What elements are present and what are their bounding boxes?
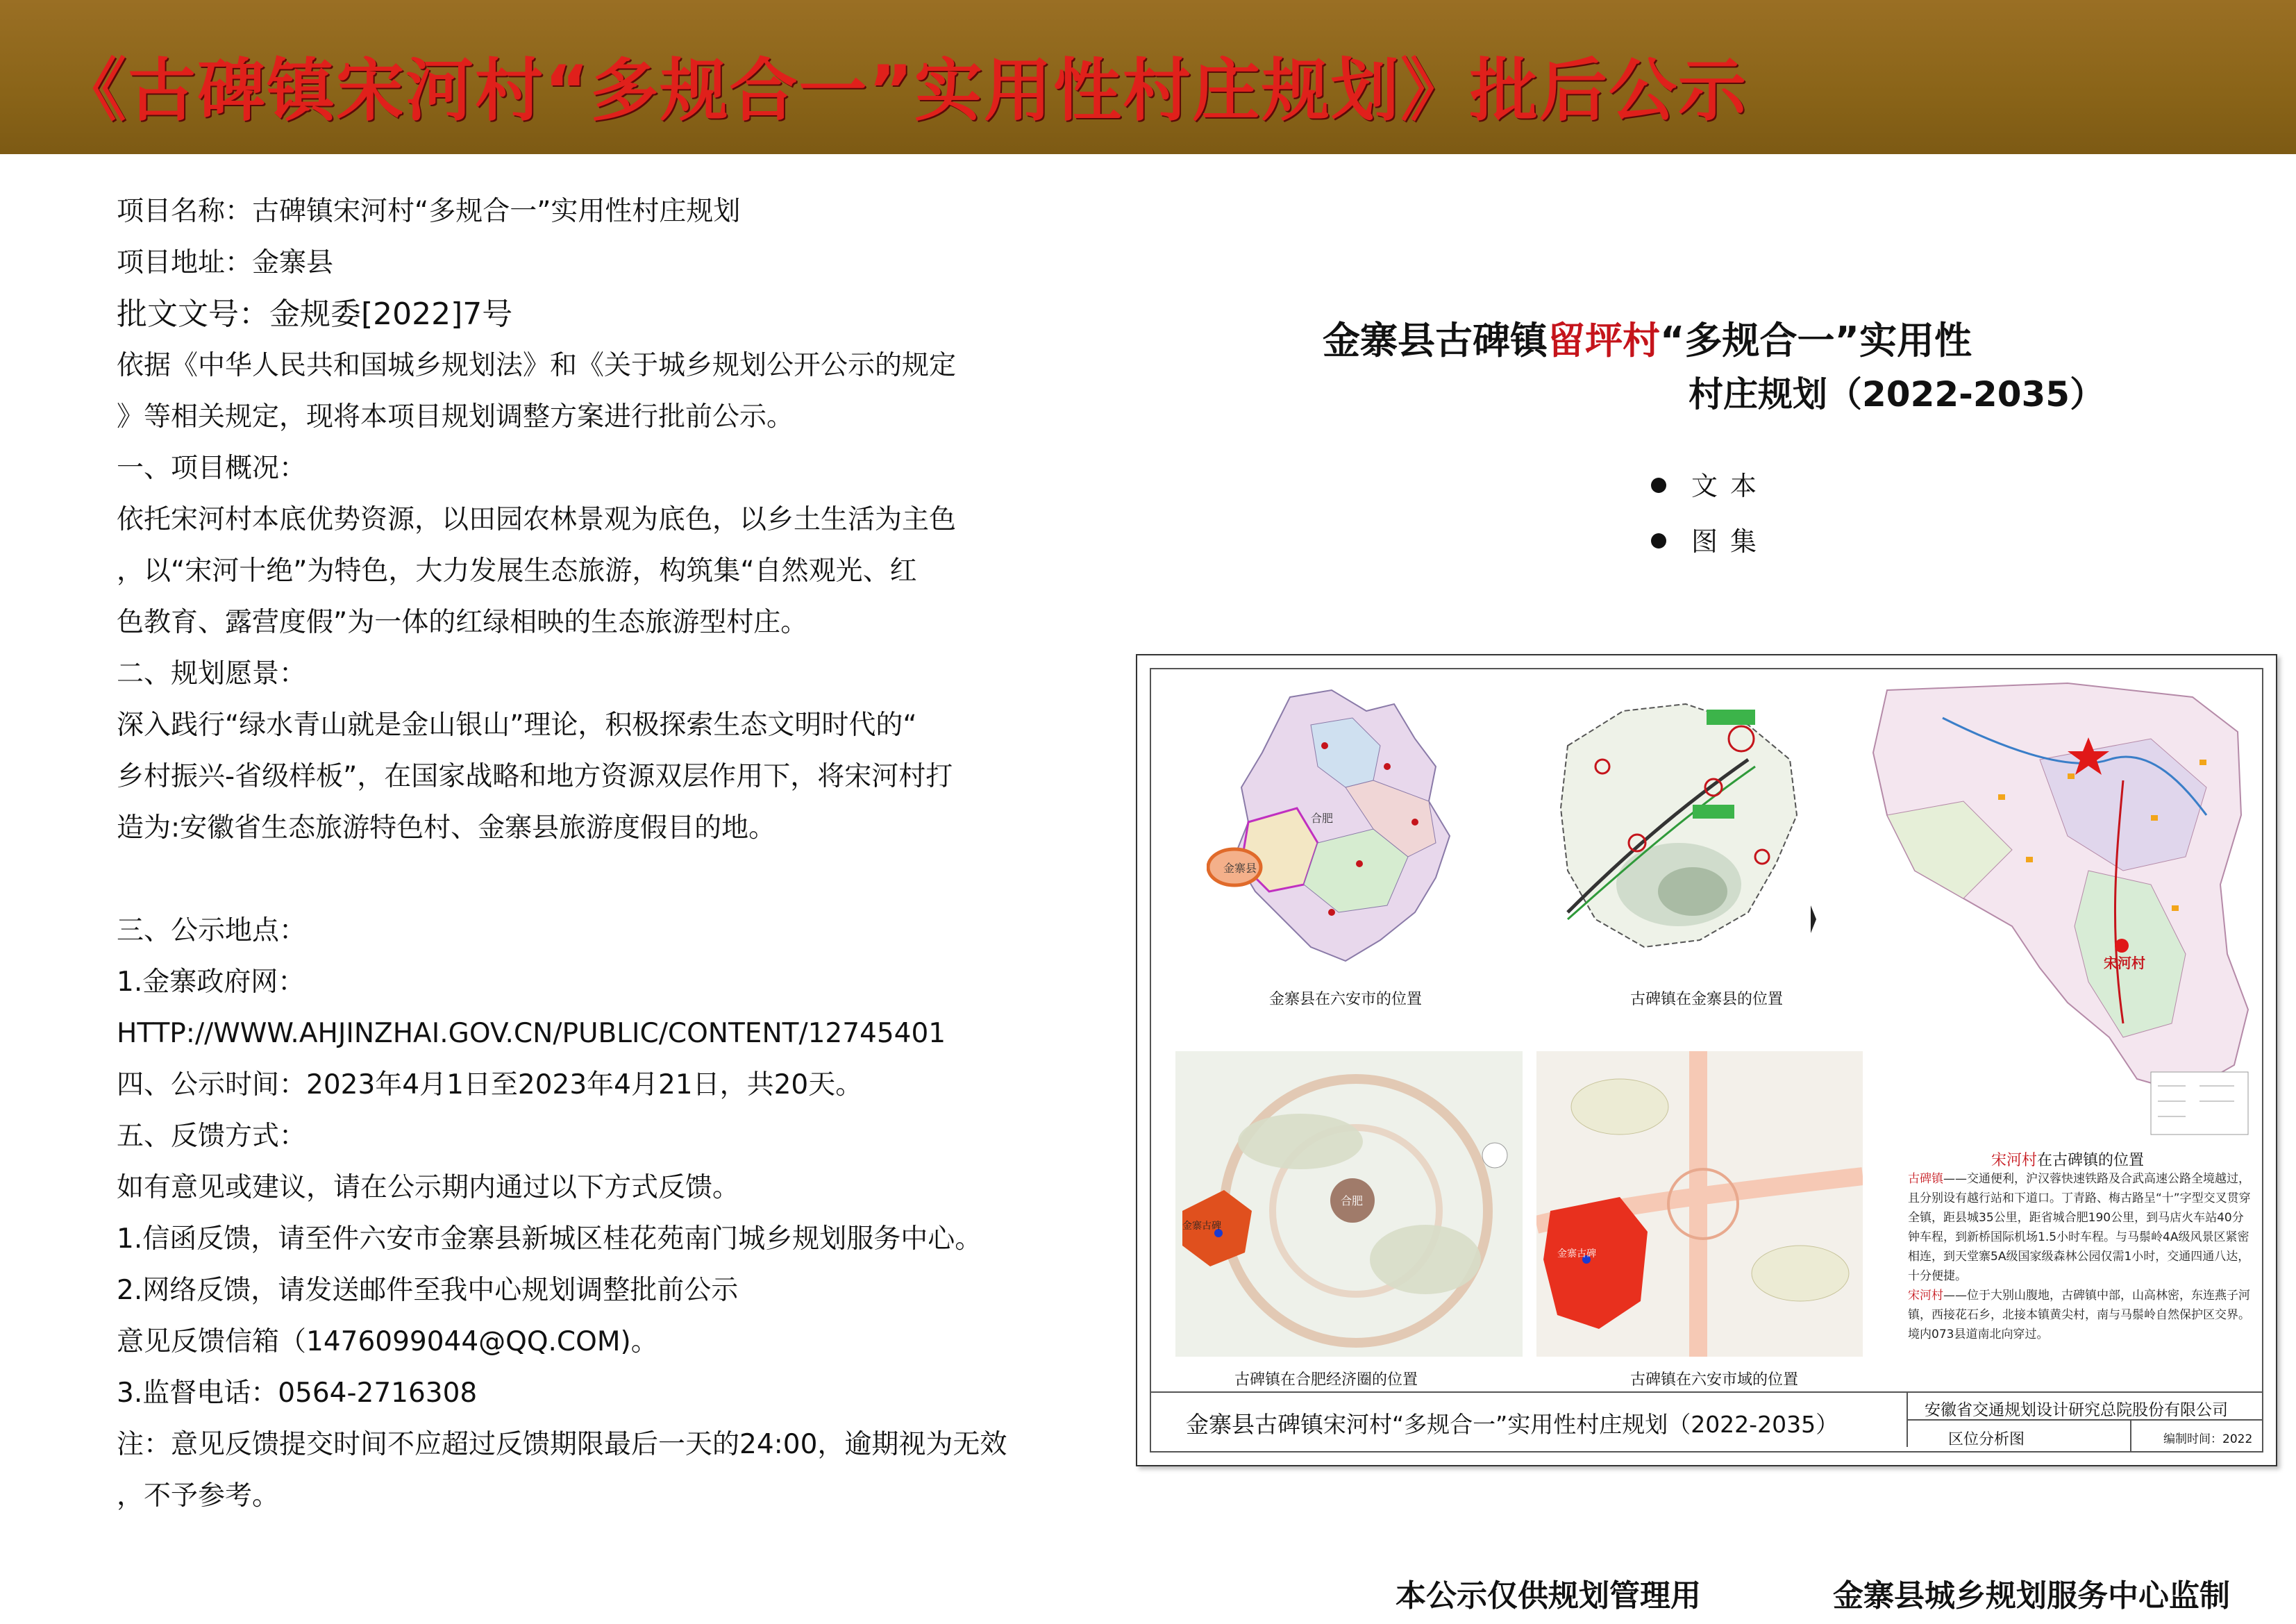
project-name: 项目名称：古碑镇宋河村“多规合一”实用性村庄规划 [117,196,741,227]
section-3-item-1: 1.金寨政府网： [117,966,305,998]
sheet-name: 区位分析图 [1948,1431,2025,1448]
document-title-village: 留坪村 [1548,319,1660,362]
section-4-period: 四、公示时间：2023年4月1日至2023年4月21日，共20天。 [117,1069,863,1100]
approval-number: 批文文号：金规委[2022]7号 [117,296,513,332]
feedback-email[interactable]: 意见反馈信箱（1476099044@QQ.COM)。 [117,1326,658,1357]
sheet-title: 金寨县古碑镇宋河村“多规合一”实用性村庄规划（2022-2035） [1186,1411,1839,1438]
note-line-2: ，不予参考。 [117,1480,280,1512]
section-1-line-2: ，以“宋河十绝”为特色，大力发展生态旅游，构筑集“自然观光、红 [117,555,917,587]
basis-line-2: 》等相关规定，现将本项目规划调整方案进行批前公示。 [117,401,794,433]
sheet-divider [2130,1421,2131,1453]
supervision-phone: 3.监督电话：0564-2716308 [117,1378,478,1409]
section-1-line-3: 色教育、露营度假”为一体的红绿相映的生态旅游型村庄。 [117,607,808,638]
usage-note: 本公示仅供规划管理用 [1396,1578,1701,1614]
map-gubei-town [1859,676,2259,1148]
location-analysis-sheet [1136,654,2277,1466]
map-label-hefei: 合肥 [1311,812,1334,825]
sheet-organization-cell [1907,1391,2262,1421]
map-lu-an-city [1207,683,1457,975]
sheet-organization: 安徽省交通规划设计研究总院股份有限公司 [1925,1401,2228,1419]
map-label-jinzhai: 金寨县 [1223,862,1257,875]
map-lu-an-area [1536,1051,1863,1357]
sheet-date: 编制时间：2022 [2163,1432,2253,1446]
header-banner [0,0,2296,154]
section-3-heading: 三、公示地点： [117,915,307,946]
map-label-jinzhai-gubei: 金寨古碑 [1557,1248,1596,1259]
announcement-text [117,186,1109,1522]
section-5-heading: 五、反馈方式： [117,1121,307,1152]
section-5-intro: 如有意见或建议，请在公示期内通过以下方式反馈。 [117,1172,740,1203]
document-title: 金寨县古碑镇留坪村“多规合一”实用性 [1323,319,1972,362]
map-hefei-economic-circle [1175,1051,1523,1357]
caption-map-1: 金寨县在六安市的位置 [1269,991,1423,1008]
contents-item-text: 文本 [1651,458,1769,514]
section-5-item-1: 1.信函反馈，请至件六安市金寨县新城区桂花苑南门城乡规划服务中心。 [117,1223,982,1255]
caption-map-2: 古碑镇在金寨县的位置 [1630,991,1784,1008]
map-label-hefei-circle: 合肥 [1341,1194,1364,1207]
caption-map-5: 古碑镇在六安市域的位置 [1630,1371,1799,1389]
section-2-heading: 二、规划愿景： [117,658,307,689]
section-5-item-2a: 2.网络反馈，请发送邮件至我中心规划调整批前公示 [117,1275,739,1306]
sheet-frame [1150,668,2263,1453]
basis-line-1: 依据《中华人民共和国城乡规划法》和《关于城乡规划公开公示的规定 [117,350,957,381]
contents-item-atlas: 图集 [1651,514,1769,569]
map-label-gubei: 金寨古碑 [1182,1221,1221,1232]
section-1-heading: 一、项目概况： [117,453,307,484]
supervisor-note: 金寨县城乡规划服务中心监制 [1833,1578,2230,1614]
website-link[interactable]: HTTP://WWW.AHJINZHAI.GOV.CN/PUBLIC/CONTENT/12745401 [117,1018,946,1049]
note-line-1: 注：意见反馈提交时间不应超过反馈期限最后一天的24:00，逾期视为无效 [117,1429,1007,1460]
map-jinzhai-county [1540,683,1832,975]
sheet-title-block [1151,1391,1908,1447]
section-1-line-1: 依托宋河村本底优势资源，以田园农林景观为底色，以乡土生活为主色 [117,504,957,535]
document-contents [1651,458,1769,569]
map-label-songhe: 宋河村 [2104,955,2145,971]
bullet-icon [1651,478,1666,493]
bullet-icon [1651,533,1666,549]
section-2-line-1: 深入践行“绿水青山就是金山银山”理论，积极探索生态文明时代的“ [117,710,917,741]
caption-map-3: 宋河村在古碑镇的位置 [1991,1152,2145,1169]
caption-map-4: 古碑镇在合肥经济圈的位置 [1234,1371,1418,1389]
document-subtitle: 村庄规划（2022-2035） [1689,374,2105,415]
project-address: 项目地址：金寨县 [117,247,334,278]
sheet-info-row [1907,1419,2262,1453]
section-2-line-2: 乡村振兴-省级样板”，在国家战略和地方资源双层作用下，将宋河村打 [117,761,953,792]
page-title: 《古碑镇宋河村“多规合一”实用性村庄规划》批后公示 [58,51,1748,131]
section-2-line-3: 造为:安徽省生态旅游特色村、金寨县旅游度假目的地。 [117,812,776,844]
location-description: 古碑镇——交通便利，沪汉蓉快速铁路及合武高速公路全境越过，且分别设有越行站和下道口。丁青路、梅古路呈“十”字型交叉贯穿全镇，距县城35公里，距省城合肥190公里，到马店火车站40分钟车程，到新桥国际机场1.5小时车程。与马鬃岭4A级风景区紧密相连，到天堂寨5A级国家级森林公园仅需1小时，交通四通八达，十分便捷。 宋河村——位于大别山腹地，古碑镇中部，山高林密，东连燕子河镇，西接花石乡，北接本镇黄尖村，南与马鬃岭自然保护区交界。境内073县道南北向穿过。 [1908,1172,2251,1341]
